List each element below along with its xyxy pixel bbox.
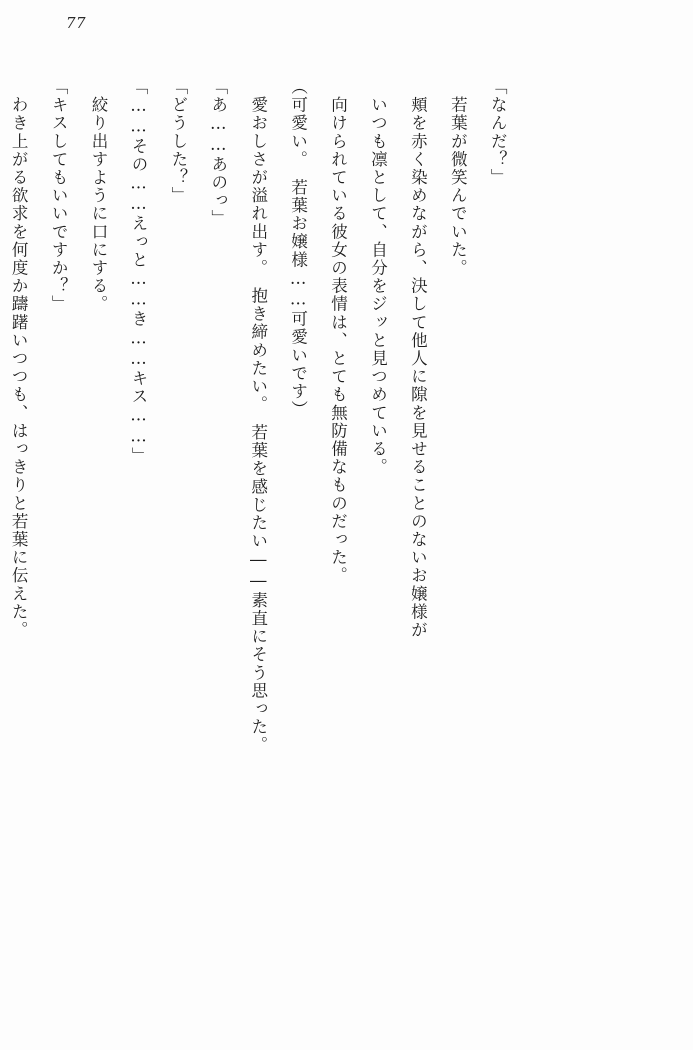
- body-text: [9, 78, 637, 992]
- body-line: 若葉が微笑んでいた。: [448, 78, 468, 278]
- body-line: 「どうした？」: [168, 78, 188, 205]
- body-line: 「キスしてもいいですか？」: [49, 78, 69, 314]
- body-line: 向けられている彼女の表情は、とても無防備なものだった。: [328, 78, 348, 585]
- body-line: いつも凛として、自分をジッと見つめている。: [368, 78, 388, 477]
- body-line: 絞り出すように口にする。: [89, 78, 109, 314]
- body-line: 「……その……えっと……き……キス……」: [128, 78, 148, 465]
- body-line: 頬を赤く染めながら、決して他人に隙を見せることのないお嬢様が: [408, 78, 428, 640]
- body-line: 「あ……あのっ」: [208, 78, 228, 228]
- page-number: 77: [66, 14, 87, 32]
- body-line: わき上がる欲求を何度か躊躇いつつも、はっきりと若葉に伝えた。: [9, 78, 29, 640]
- body-line: 愛おしさが溢れ出す。 抱き締めたい。 若葉を感じたい――素直にそう思った。: [248, 78, 268, 755]
- body-line: 「なんだ？」: [488, 78, 508, 187]
- body-line: （可愛い。 若葉お嬢様……可愛いです）: [288, 78, 308, 419]
